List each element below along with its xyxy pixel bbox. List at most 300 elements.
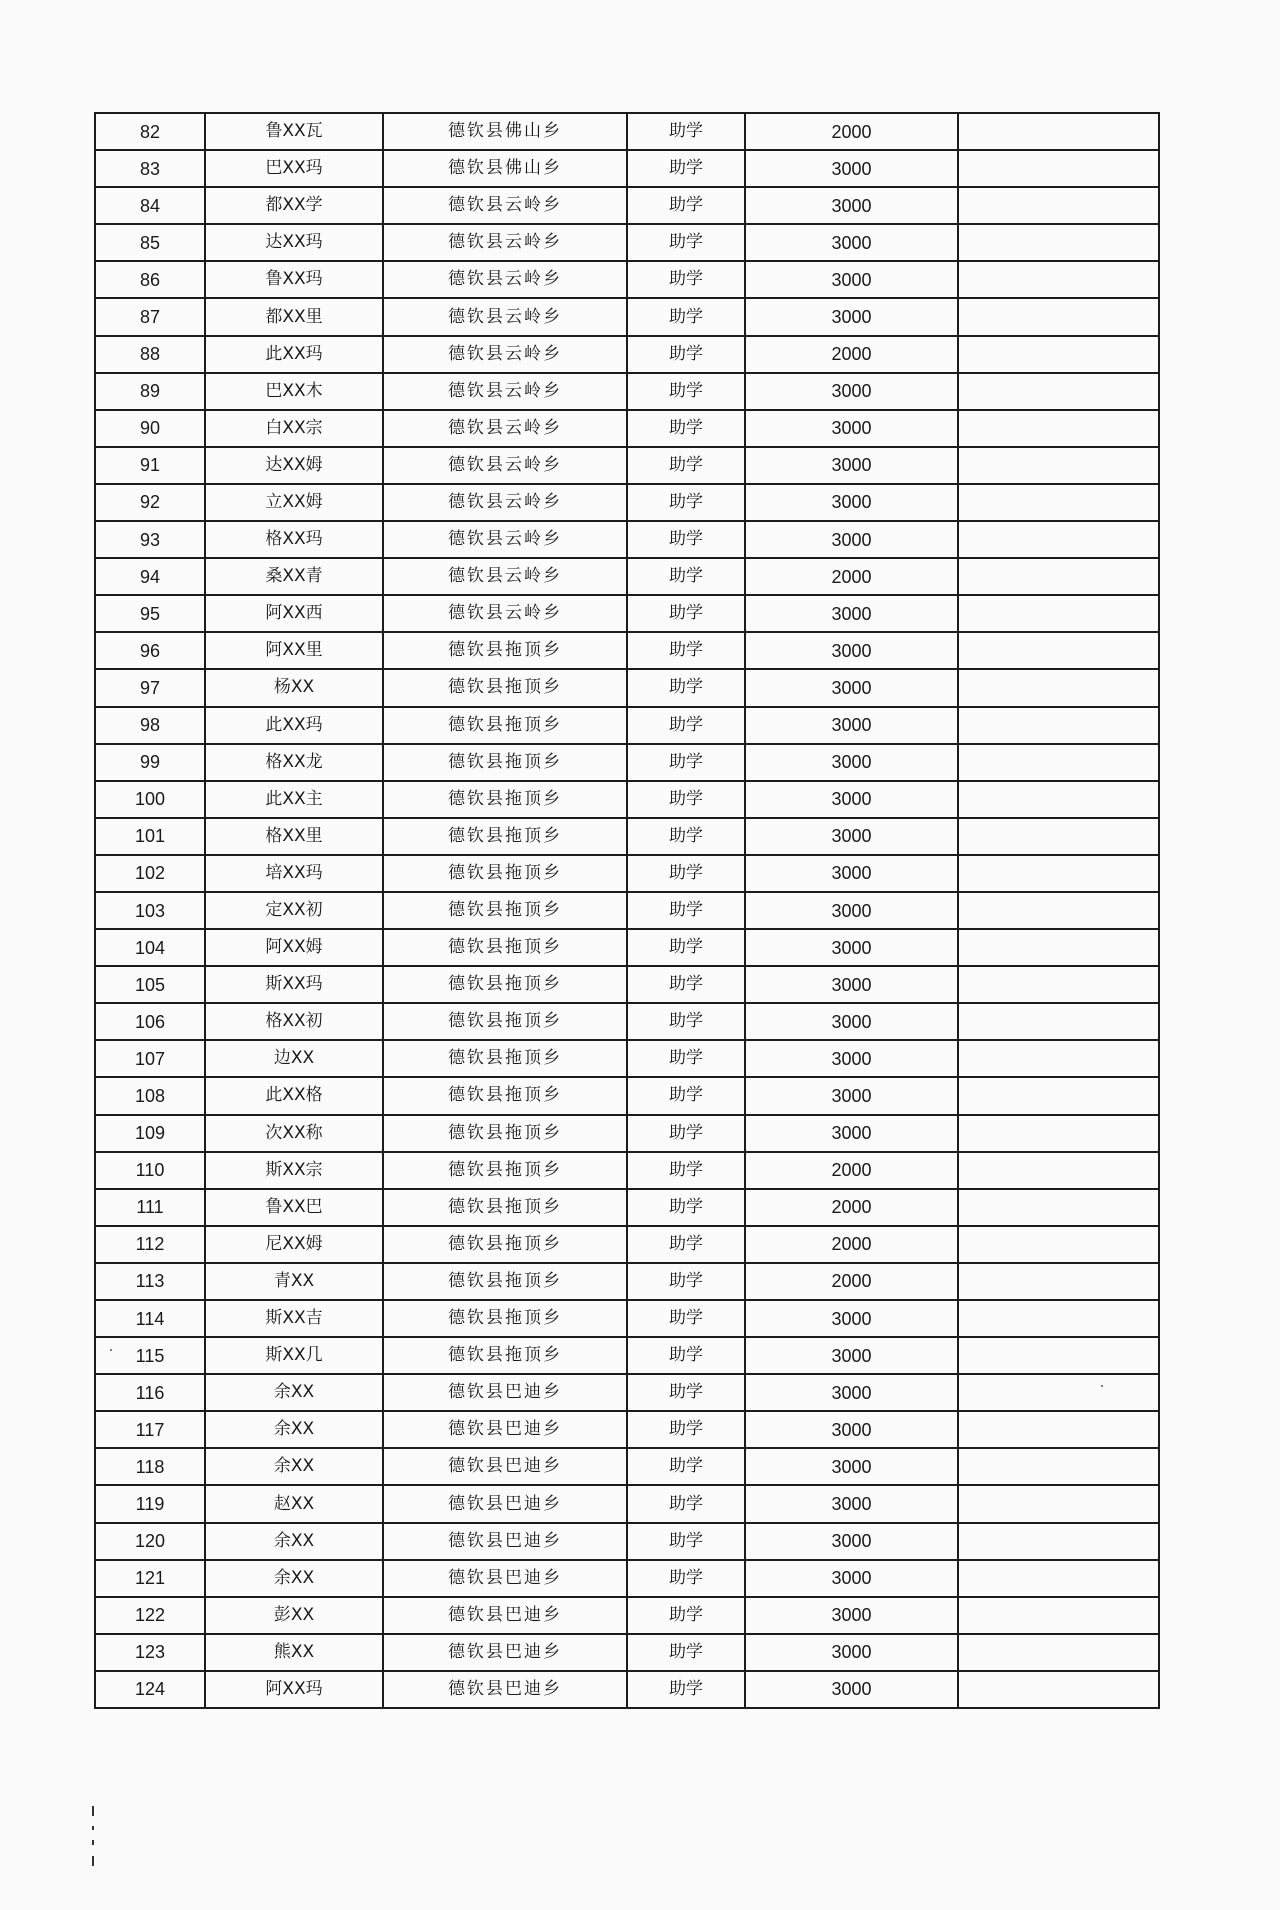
cell-name: 余XX [205, 1560, 383, 1597]
cell-remark [958, 558, 1159, 595]
cell-remark [958, 1374, 1159, 1411]
cell-location: 德钦县拖顶乡 [383, 818, 627, 855]
table-row [95, 744, 1159, 781]
cell-name: 格XX玛 [205, 521, 383, 558]
cell-name: 鲁XX瓦 [205, 113, 383, 150]
cell-type: 助学 [627, 1152, 745, 1189]
cell-number: 97 [95, 669, 205, 706]
cell-number: 119 [95, 1485, 205, 1522]
cell-location: 德钦县拖顶乡 [383, 929, 627, 966]
cell-type: 助学 [627, 1189, 745, 1226]
cell-remark [958, 521, 1159, 558]
cell-amount: 2000 [745, 558, 958, 595]
cell-type: 助学 [627, 336, 745, 373]
cell-number: 105 [95, 966, 205, 1003]
cell-type: 助学 [627, 187, 745, 224]
cell-name: 格XX里 [205, 818, 383, 855]
cell-number: 110 [95, 1152, 205, 1189]
cell-remark [958, 892, 1159, 929]
cell-type: 助学 [627, 1597, 745, 1634]
assistance-table [94, 112, 1160, 1709]
cell-number: 92 [95, 484, 205, 521]
cell-name: 此XX玛 [205, 336, 383, 373]
table-row [95, 336, 1159, 373]
cell-amount: 3000 [745, 1597, 958, 1634]
table-row [95, 410, 1159, 447]
cell-type: 助学 [627, 929, 745, 966]
cell-amount: 3000 [745, 781, 958, 818]
cell-remark [958, 1634, 1159, 1671]
cell-type: 助学 [627, 410, 745, 447]
table-row [95, 1040, 1159, 1077]
cell-number: 114 [95, 1300, 205, 1337]
cell-type: 助学 [627, 1448, 745, 1485]
table-row [95, 1003, 1159, 1040]
cell-location: 德钦县云岭乡 [383, 558, 627, 595]
cell-location: 德钦县巴迪乡 [383, 1671, 627, 1708]
cell-amount: 2000 [745, 1189, 958, 1226]
table-row [95, 707, 1159, 744]
cell-amount: 3000 [745, 447, 958, 484]
cell-location: 德钦县巴迪乡 [383, 1634, 627, 1671]
table-row [95, 521, 1159, 558]
table-row [95, 224, 1159, 261]
cell-name: 此XX主 [205, 781, 383, 818]
cell-number: 89 [95, 373, 205, 410]
cell-number: 123 [95, 1634, 205, 1671]
cell-name: 斯XX吉 [205, 1300, 383, 1337]
cell-type: 助学 [627, 261, 745, 298]
cell-remark [958, 818, 1159, 855]
cell-type: 助学 [627, 224, 745, 261]
cell-amount: 3000 [745, 187, 958, 224]
cell-number: 109 [95, 1115, 205, 1152]
cell-location: 德钦县拖顶乡 [383, 1115, 627, 1152]
cell-number: 116 [95, 1374, 205, 1411]
table-row [95, 1300, 1159, 1337]
table-row [95, 298, 1159, 335]
cell-location: 德钦县巴迪乡 [383, 1560, 627, 1597]
table-row [95, 1337, 1159, 1374]
cell-type: 助学 [627, 1411, 745, 1448]
cell-name: 边XX [205, 1040, 383, 1077]
cell-location: 德钦县云岭乡 [383, 484, 627, 521]
cell-amount: 2000 [745, 1226, 958, 1263]
cell-type: 助学 [627, 1634, 745, 1671]
cell-location: 德钦县拖顶乡 [383, 669, 627, 706]
cell-amount: 3000 [745, 1671, 958, 1708]
cell-remark [958, 113, 1159, 150]
cell-location: 德钦县巴迪乡 [383, 1597, 627, 1634]
cell-remark [958, 187, 1159, 224]
table-row [95, 1597, 1159, 1634]
cell-remark [958, 484, 1159, 521]
table-row [95, 669, 1159, 706]
cell-type: 助学 [627, 1300, 745, 1337]
cell-amount: 3000 [745, 1003, 958, 1040]
cell-name: 巴XX木 [205, 373, 383, 410]
cell-number: 82 [95, 113, 205, 150]
cell-name: 此XX格 [205, 1077, 383, 1114]
cell-amount: 3000 [745, 818, 958, 855]
table-row [95, 966, 1159, 1003]
cell-number: 86 [95, 261, 205, 298]
table-row [95, 447, 1159, 484]
cell-number: 83 [95, 150, 205, 187]
cell-name: 杨XX [205, 669, 383, 706]
cell-number: 122 [95, 1597, 205, 1634]
cell-type: 助学 [627, 669, 745, 706]
table-row [95, 1411, 1159, 1448]
cell-number: 104 [95, 929, 205, 966]
cell-location: 德钦县云岭乡 [383, 261, 627, 298]
cell-name: 余XX [205, 1374, 383, 1411]
cell-name: 阿XX姆 [205, 929, 383, 966]
cell-number: 91 [95, 447, 205, 484]
cell-location: 德钦县巴迪乡 [383, 1485, 627, 1522]
cell-number: 115 [95, 1337, 205, 1374]
table-row [95, 1115, 1159, 1152]
cell-type: 助学 [627, 298, 745, 335]
cell-remark [958, 929, 1159, 966]
cell-remark [958, 373, 1159, 410]
cell-remark [958, 1226, 1159, 1263]
cell-type: 助学 [627, 1337, 745, 1374]
cell-name: 都XX里 [205, 298, 383, 335]
table-row [95, 1485, 1159, 1522]
cell-remark [958, 1040, 1159, 1077]
cell-location: 德钦县拖顶乡 [383, 1226, 627, 1263]
cell-location: 德钦县巴迪乡 [383, 1523, 627, 1560]
cell-name: 余XX [205, 1523, 383, 1560]
cell-remark [958, 966, 1159, 1003]
cell-number: 106 [95, 1003, 205, 1040]
cell-location: 德钦县巴迪乡 [383, 1374, 627, 1411]
cell-amount: 2000 [745, 1263, 958, 1300]
cell-type: 助学 [627, 1485, 745, 1522]
cell-name: 斯XX宗 [205, 1152, 383, 1189]
margin-mark [92, 1840, 94, 1845]
cell-remark [958, 447, 1159, 484]
table-row [95, 1671, 1159, 1708]
cell-type: 助学 [627, 447, 745, 484]
cell-amount: 3000 [745, 632, 958, 669]
cell-amount: 3000 [745, 1337, 958, 1374]
cell-amount: 3000 [745, 744, 958, 781]
cell-location: 德钦县拖顶乡 [383, 1263, 627, 1300]
cell-name: 定XX初 [205, 892, 383, 929]
cell-location: 德钦县拖顶乡 [383, 1300, 627, 1337]
cell-amount: 3000 [745, 892, 958, 929]
cell-type: 助学 [627, 892, 745, 929]
cell-remark [958, 1003, 1159, 1040]
cell-name: 都XX学 [205, 187, 383, 224]
cell-amount: 3000 [745, 1077, 958, 1114]
cell-amount: 3000 [745, 1448, 958, 1485]
table-row [95, 558, 1159, 595]
table-row [95, 855, 1159, 892]
cell-remark [958, 1115, 1159, 1152]
cell-location: 德钦县佛山乡 [383, 150, 627, 187]
table-row [95, 1189, 1159, 1226]
table-row [95, 892, 1159, 929]
cell-type: 助学 [627, 373, 745, 410]
cell-name: 立XX姆 [205, 484, 383, 521]
cell-number: 103 [95, 892, 205, 929]
table-body [95, 113, 1159, 1708]
cell-amount: 3000 [745, 707, 958, 744]
margin-mark [92, 1826, 94, 1830]
cell-amount: 3000 [745, 224, 958, 261]
cell-type: 助学 [627, 521, 745, 558]
cell-number: 108 [95, 1077, 205, 1114]
cell-remark [958, 410, 1159, 447]
cell-type: 助学 [627, 1560, 745, 1597]
cell-amount: 3000 [745, 1411, 958, 1448]
scan-speck [1101, 1385, 1103, 1387]
cell-amount: 3000 [745, 373, 958, 410]
cell-location: 德钦县拖顶乡 [383, 781, 627, 818]
cell-number: 98 [95, 707, 205, 744]
cell-number: 102 [95, 855, 205, 892]
cell-amount: 3000 [745, 855, 958, 892]
cell-remark [958, 1560, 1159, 1597]
cell-number: 120 [95, 1523, 205, 1560]
cell-name: 桑XX青 [205, 558, 383, 595]
cell-amount: 2000 [745, 336, 958, 373]
cell-number: 84 [95, 187, 205, 224]
margin-mark [92, 1806, 94, 1816]
cell-type: 助学 [627, 1077, 745, 1114]
cell-location: 德钦县云岭乡 [383, 410, 627, 447]
cell-name: 鲁XX巴 [205, 1189, 383, 1226]
cell-remark [958, 1077, 1159, 1114]
cell-number: 85 [95, 224, 205, 261]
cell-name: 格XX龙 [205, 744, 383, 781]
cell-amount: 3000 [745, 298, 958, 335]
cell-type: 助学 [627, 113, 745, 150]
cell-amount: 2000 [745, 113, 958, 150]
cell-amount: 3000 [745, 261, 958, 298]
cell-remark [958, 1523, 1159, 1560]
table-row [95, 484, 1159, 521]
cell-remark [958, 744, 1159, 781]
cell-amount: 3000 [745, 1040, 958, 1077]
cell-remark [958, 1189, 1159, 1226]
cell-name: 余XX [205, 1411, 383, 1448]
cell-type: 助学 [627, 818, 745, 855]
cell-amount: 3000 [745, 1374, 958, 1411]
cell-type: 助学 [627, 632, 745, 669]
cell-type: 助学 [627, 781, 745, 818]
cell-remark [958, 1300, 1159, 1337]
cell-remark [958, 1448, 1159, 1485]
cell-amount: 3000 [745, 1485, 958, 1522]
cell-type: 助学 [627, 1374, 745, 1411]
cell-name: 格XX初 [205, 1003, 383, 1040]
cell-amount: 2000 [745, 1152, 958, 1189]
cell-name: 培XX玛 [205, 855, 383, 892]
cell-remark [958, 298, 1159, 335]
cell-location: 德钦县拖顶乡 [383, 707, 627, 744]
cell-remark [958, 336, 1159, 373]
cell-name: 斯XX几 [205, 1337, 383, 1374]
cell-name: 尼XX姆 [205, 1226, 383, 1263]
cell-location: 德钦县拖顶乡 [383, 892, 627, 929]
cell-name: 阿XX玛 [205, 1671, 383, 1708]
cell-location: 德钦县拖顶乡 [383, 1152, 627, 1189]
cell-number: 99 [95, 744, 205, 781]
cell-location: 德钦县拖顶乡 [383, 966, 627, 1003]
cell-location: 德钦县云岭乡 [383, 187, 627, 224]
table-row [95, 781, 1159, 818]
cell-location: 德钦县云岭乡 [383, 336, 627, 373]
cell-location: 德钦县拖顶乡 [383, 1077, 627, 1114]
cell-type: 助学 [627, 1671, 745, 1708]
cell-name: 赵XX [205, 1485, 383, 1522]
cell-number: 118 [95, 1448, 205, 1485]
table-row [95, 113, 1159, 150]
table-row [95, 373, 1159, 410]
cell-name: 达XX玛 [205, 224, 383, 261]
cell-name: 青XX [205, 1263, 383, 1300]
cell-remark [958, 632, 1159, 669]
cell-number: 113 [95, 1263, 205, 1300]
cell-location: 德钦县巴迪乡 [383, 1411, 627, 1448]
cell-amount: 3000 [745, 150, 958, 187]
cell-location: 德钦县拖顶乡 [383, 855, 627, 892]
cell-amount: 3000 [745, 595, 958, 632]
cell-name: 余XX [205, 1448, 383, 1485]
cell-amount: 3000 [745, 521, 958, 558]
cell-number: 100 [95, 781, 205, 818]
cell-number: 117 [95, 1411, 205, 1448]
cell-remark [958, 1597, 1159, 1634]
cell-type: 助学 [627, 1115, 745, 1152]
cell-amount: 3000 [745, 410, 958, 447]
cell-type: 助学 [627, 744, 745, 781]
cell-number: 88 [95, 336, 205, 373]
table-row [95, 818, 1159, 855]
cell-name: 达XX姆 [205, 447, 383, 484]
cell-remark [958, 150, 1159, 187]
cell-type: 助学 [627, 150, 745, 187]
table-row [95, 1374, 1159, 1411]
cell-number: 93 [95, 521, 205, 558]
margin-mark [92, 1856, 94, 1866]
cell-remark [958, 1411, 1159, 1448]
cell-remark [958, 261, 1159, 298]
cell-number: 95 [95, 595, 205, 632]
table-row [95, 595, 1159, 632]
cell-number: 121 [95, 1560, 205, 1597]
cell-type: 助学 [627, 1263, 745, 1300]
table-row [95, 1560, 1159, 1597]
cell-remark [958, 669, 1159, 706]
table-row [95, 187, 1159, 224]
cell-remark [958, 1671, 1159, 1708]
cell-name: 白XX宗 [205, 410, 383, 447]
table-row [95, 929, 1159, 966]
cell-location: 德钦县拖顶乡 [383, 1040, 627, 1077]
cell-location: 德钦县云岭乡 [383, 298, 627, 335]
cell-location: 德钦县拖顶乡 [383, 1189, 627, 1226]
cell-location: 德钦县拖顶乡 [383, 744, 627, 781]
cell-name: 熊XX [205, 1634, 383, 1671]
table-row [95, 261, 1159, 298]
cell-remark [958, 1263, 1159, 1300]
cell-type: 助学 [627, 1523, 745, 1560]
cell-type: 助学 [627, 558, 745, 595]
cell-number: 111 [95, 1189, 205, 1226]
cell-location: 德钦县拖顶乡 [383, 632, 627, 669]
cell-number: 96 [95, 632, 205, 669]
cell-location: 德钦县巴迪乡 [383, 1448, 627, 1485]
cell-name: 巴XX玛 [205, 150, 383, 187]
cell-location: 德钦县佛山乡 [383, 113, 627, 150]
cell-type: 助学 [627, 595, 745, 632]
cell-name: 彭XX [205, 1597, 383, 1634]
cell-number: 87 [95, 298, 205, 335]
cell-amount: 3000 [745, 1634, 958, 1671]
cell-location: 德钦县云岭乡 [383, 595, 627, 632]
cell-number: 90 [95, 410, 205, 447]
cell-number: 124 [95, 1671, 205, 1708]
cell-number: 107 [95, 1040, 205, 1077]
table-row [95, 1077, 1159, 1114]
cell-type: 助学 [627, 1040, 745, 1077]
cell-type: 助学 [627, 1003, 745, 1040]
cell-type: 助学 [627, 484, 745, 521]
cell-number: 101 [95, 818, 205, 855]
table-row [95, 1523, 1159, 1560]
cell-remark [958, 781, 1159, 818]
table-row [95, 1226, 1159, 1263]
cell-name: 阿XX里 [205, 632, 383, 669]
table-row [95, 1634, 1159, 1671]
cell-name: 次XX称 [205, 1115, 383, 1152]
cell-location: 德钦县拖顶乡 [383, 1337, 627, 1374]
cell-type: 助学 [627, 1226, 745, 1263]
cell-location: 德钦县云岭乡 [383, 373, 627, 410]
scan-speck [110, 1349, 112, 1351]
cell-name: 阿XX西 [205, 595, 383, 632]
cell-remark [958, 1337, 1159, 1374]
cell-remark [958, 1485, 1159, 1522]
cell-remark [958, 224, 1159, 261]
cell-remark [958, 595, 1159, 632]
cell-remark [958, 1152, 1159, 1189]
cell-amount: 3000 [745, 484, 958, 521]
cell-amount: 3000 [745, 1523, 958, 1560]
table-row [95, 1152, 1159, 1189]
cell-amount: 3000 [745, 966, 958, 1003]
cell-type: 助学 [627, 966, 745, 1003]
cell-remark [958, 855, 1159, 892]
cell-amount: 3000 [745, 669, 958, 706]
cell-number: 112 [95, 1226, 205, 1263]
cell-type: 助学 [627, 707, 745, 744]
cell-location: 德钦县云岭乡 [383, 447, 627, 484]
cell-type: 助学 [627, 855, 745, 892]
cell-amount: 3000 [745, 1560, 958, 1597]
cell-amount: 3000 [745, 1115, 958, 1152]
cell-location: 德钦县拖顶乡 [383, 1003, 627, 1040]
table-row [95, 1263, 1159, 1300]
table-row [95, 1448, 1159, 1485]
table-row [95, 150, 1159, 187]
cell-name: 此XX玛 [205, 707, 383, 744]
